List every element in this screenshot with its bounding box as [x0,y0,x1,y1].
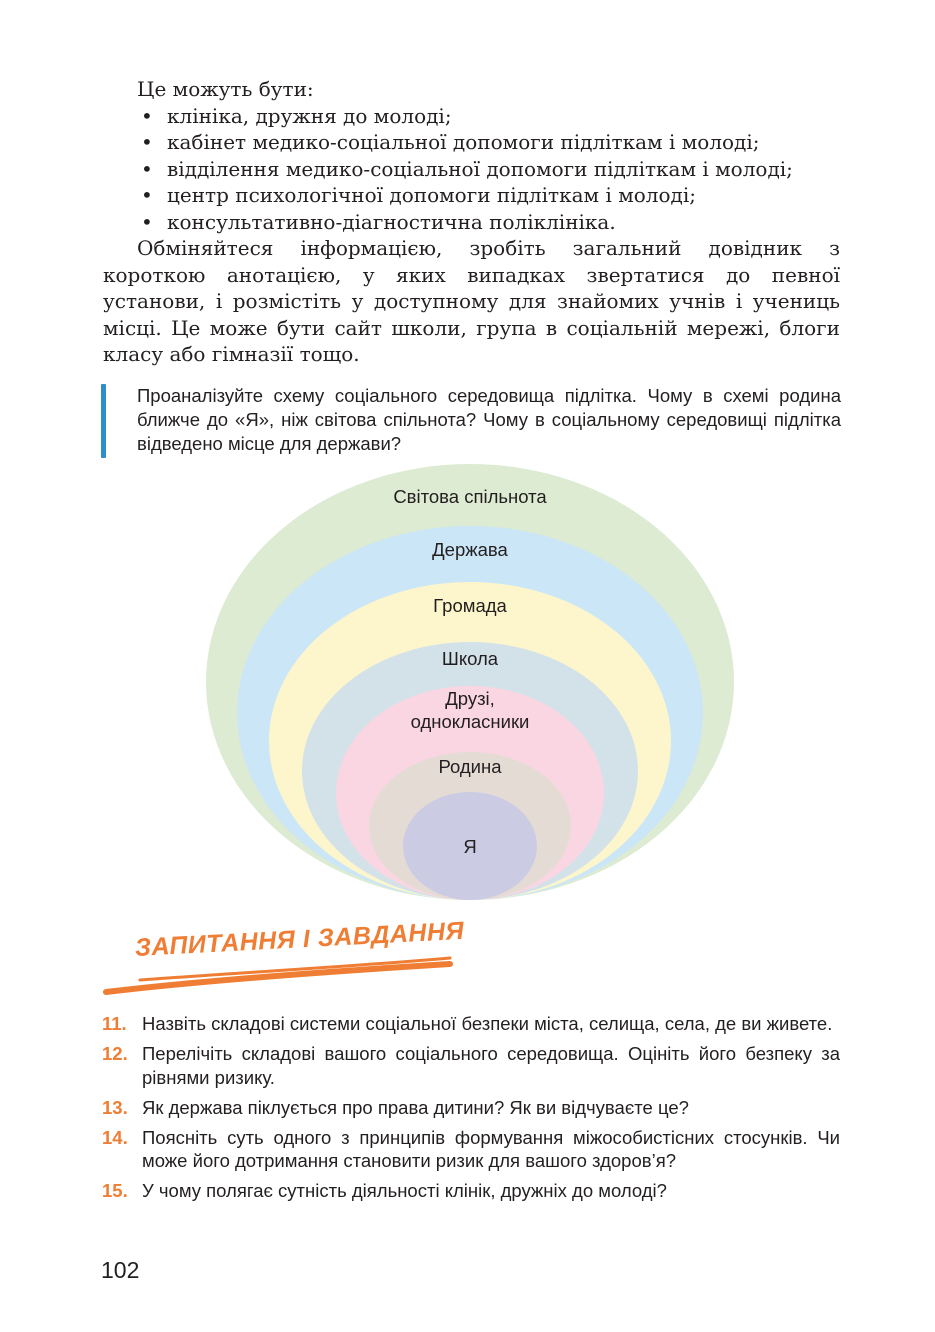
bullet-icon: • [141,183,153,207]
label-school: Школа [441,648,499,669]
question-text: Як держава піклується про права дитини? Як ви відчуваєте це? [142,1096,689,1118]
list-item: • консультативно-діагностична поліклініка. [141,209,616,234]
bullet-icon: • [141,103,153,128]
label-friends-line2: однокласники [410,711,530,732]
section-title: ЗАПИТАННЯ І ЗАВДАННЯ [134,916,465,962]
task-text: Проаналізуйте схему соціального середовища підлітка. Чому в схемі родина ближче до «Я», ніж світова спільнота? Чому в соціальному середовищі підлітка відведено місце для держави? [137,385,841,454]
bullet-icon: • [141,209,153,234]
questions-list [102,1012,840,1209]
question-item [102,1126,840,1173]
intro-paragraph: Обміняйтеся інформацією, зробіть загальний довідник з короткою анотацією, у яких випадках звертатися до певної установи, і розмістіть у доступному для знайомих учнів і учениць місці. Це може бути сайт школи, група в соціальній мережі, блоги класу або гімназії тощо. [103,236,840,366]
diagram-shapes [206,464,734,900]
label-self: Я [463,836,477,857]
question-number: 15. [102,1180,128,1201]
list-item: • кабінет медико-соціальної допомоги підліткам і молоді; [141,130,760,154]
question-number: 13. [102,1096,128,1118]
section-heading [100,916,470,1000]
label-family: Родина [438,756,502,777]
question-item [102,1042,840,1089]
question-number: 11. [102,1013,127,1034]
list-item: • центр психологічної допомоги підліткам і молоді; [141,183,696,207]
question-number: 12. [102,1043,128,1064]
page-number: 102 [101,1257,140,1283]
label-world-community: Світова спільнота [393,486,547,507]
bullet-icon: • [141,156,153,181]
intro-lead: Це можуть бути: [137,77,314,101]
question-item [102,1096,840,1120]
question-text: У чому полягає сутність діяльності клінік, дружніх до молоді? [142,1180,667,1201]
label-friends-line1: Друзі, [445,688,495,709]
question-text: Назвіть складові системи соціальної безпеки міста, селища, села, де ви живете. [142,1013,833,1034]
label-community: Громада [433,595,507,616]
list-item: • клініка, дружня до молоді; [141,103,452,128]
question-text: Поясніть суть одного з принципів формування міжособистісних стосунків. Чи може його дотримання становити ризик для вашого здоров’я? [142,1126,840,1171]
question-number: 14. [102,1126,128,1148]
label-state: Держава [432,539,508,560]
question-item [102,1179,840,1203]
bullet-icon: • [141,130,153,154]
list-item: • відділення медико-соціальної допомоги підліткам і молоді; [141,156,793,181]
question-item [102,1012,840,1036]
question-text: Перелічіть складові вашого соціального середовища. Оцініть його безпеку за рівнями ризику. [142,1043,840,1088]
